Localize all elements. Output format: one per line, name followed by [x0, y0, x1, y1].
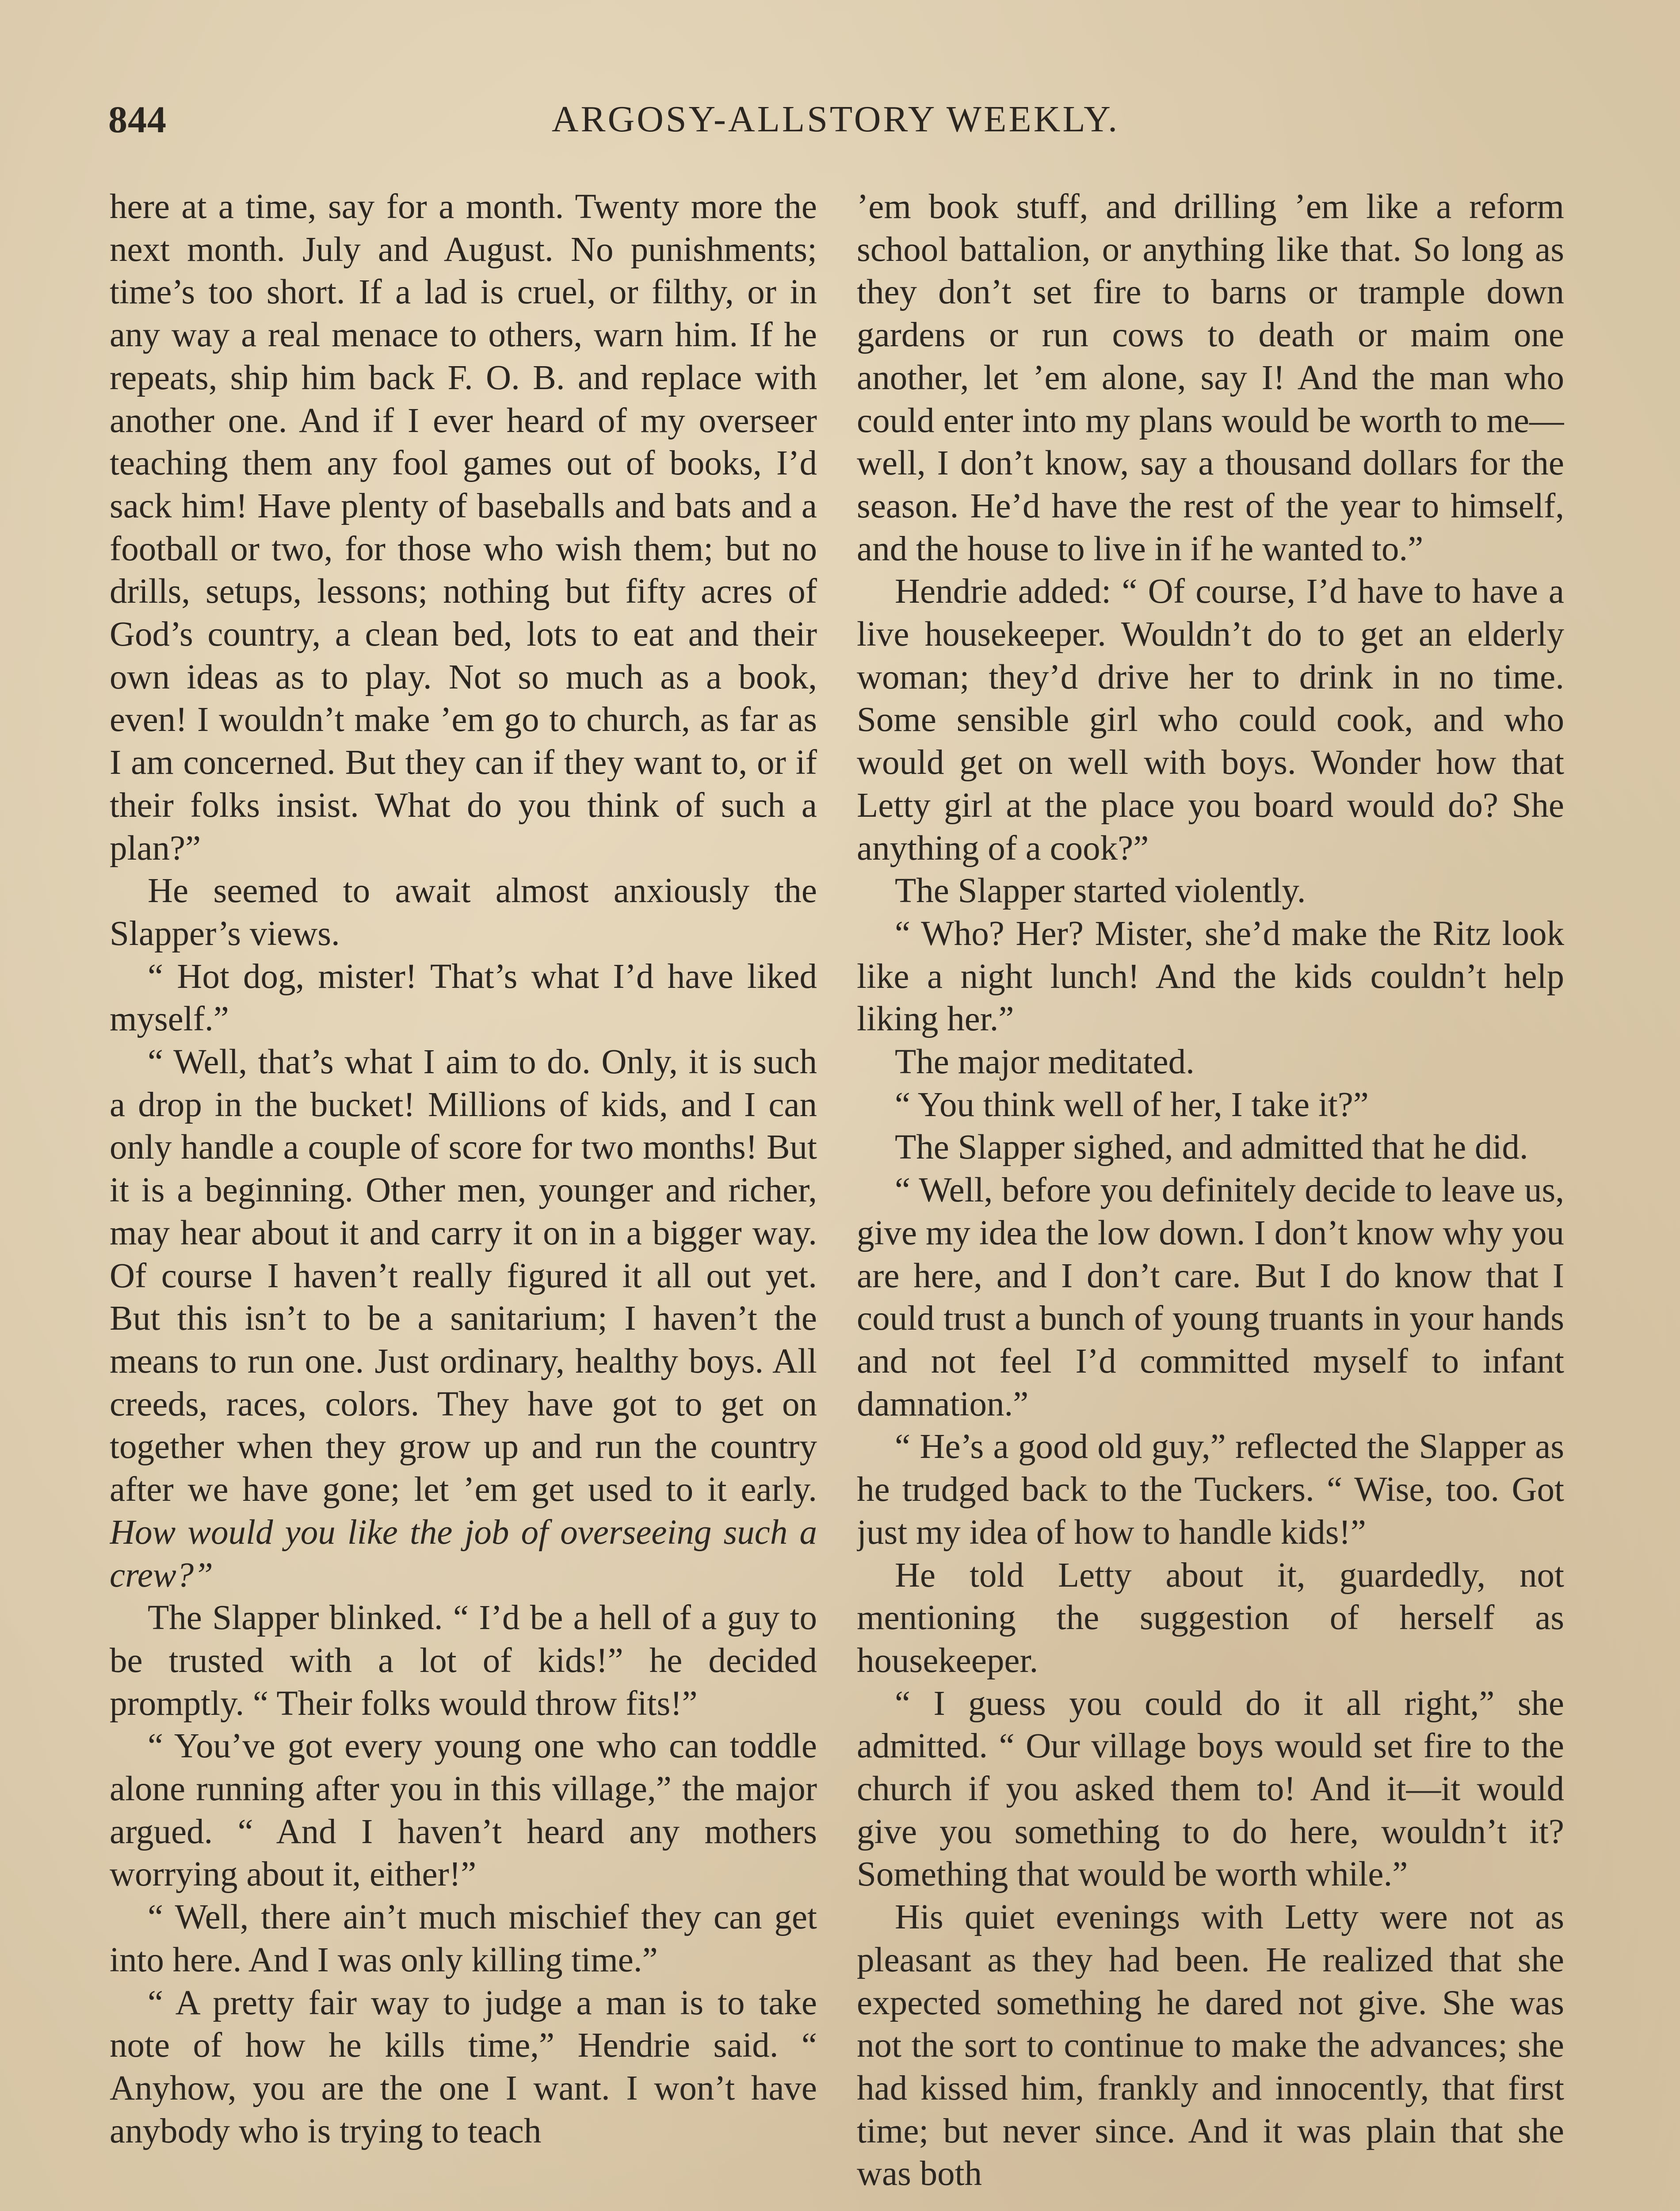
- paragraph-text: “ Well, before you definitely decide to leave us, give my idea the low down. I don’t know why you are here, and I don’t care. But I do know that I could trust a bunch of young truants in your hands and not feel I’d committed myself to infant damnation.”: [857, 1171, 1564, 1423]
- paragraph-text: The major meditated.: [895, 1043, 1195, 1082]
- page-header: [108, 93, 1563, 146]
- paragraph: [857, 1084, 1564, 1127]
- paragraph: [110, 870, 817, 955]
- right-column: [857, 186, 1564, 2211]
- paragraph-text: “ He’s a good old guy,” reflected the Slapper as he trudged back to the Tuckers. “ Wise, too. Got just my idea of how to handle kids!”: [857, 1427, 1564, 1552]
- paragraph: [857, 570, 1564, 870]
- paragraph-text: The Slapper started violently.: [895, 872, 1306, 910]
- paragraph: [857, 186, 1564, 570]
- paragraph-text: here at a time, say for a month. Twenty more the next month. July and August. No punishments; time’s too short. If a lad is cruel, or filthy, or in any way a real menace to others, warn him. If he repeats, ship him back F. O. B. and replace with another one. And if I ever heard of my overseer teaching them any fool games out of books, I’d sack him! Have plenty of baseballs and bats and a football or two, for those who wish them; but no drills, setups, lessons; nothing but fifty acres of God’s country, a clean bed, lots to eat and their own ideas as to play. Not so much as a book, even! I wouldn’t make ’em go to church, as far as I am concerned. But they can if they want to, or if their folks insist. What do you think of such a plan?”: [110, 187, 817, 868]
- paragraph-text: The Slapper sighed, and admitted that he did.: [895, 1128, 1528, 1167]
- paragraph: [110, 186, 817, 870]
- paragraph: [857, 1896, 1564, 2196]
- paragraph-text: He seemed to await almost anxiously the Slapper’s views.: [110, 872, 817, 953]
- paragraph-text: “ You think well of her, I take it?”: [895, 1085, 1369, 1124]
- paragraph: [110, 1896, 817, 1981]
- paragraph: [110, 1725, 817, 1896]
- left-column: [110, 186, 817, 2211]
- paragraph: [857, 1683, 1564, 1897]
- paragraph-text: Hendrie added: “ Of course, I’d have to have a live housekeeper. Wouldn’t do to get an elderly woman; they’d drive her to drink in no time. Some sensible girl who could cook, and who would get on well with boys. Wonder how that Letty girl at the place you board would do? She anything of a cook?”: [857, 572, 1564, 868]
- paragraph: [857, 1554, 1564, 1683]
- paragraph-text: “ Hot dog, mister! That’s what I’d have liked myself.”: [110, 957, 817, 1039]
- paragraph-text: “ Well, there ain’t much mischief they can get into here. And I was only killing time.”: [110, 1898, 817, 1979]
- paragraph-text: His quiet evenings with Letty were not as pleasant as they had been. He realized that she expected something he dared not give. She was not the sort to continue to make the advances; she had kissed him, frankly and innocently, that first time; but never since. And it was plain that she was both: [857, 1898, 1564, 2193]
- paragraph: [110, 956, 817, 1041]
- paragraph: [110, 1597, 817, 1725]
- paragraph-text: “ Who? Her? Mister, she’d make the Ritz look like a night lunch! And the kids couldn’t help liking her.”: [857, 914, 1564, 1039]
- paragraph: [857, 1169, 1564, 1426]
- paragraph: [857, 1126, 1564, 1169]
- paragraph: [857, 913, 1564, 1041]
- running-head: ARGOSY-ALLSTORY WEEKLY.: [551, 99, 1120, 140]
- paragraph-text: He told Letty about it, guardedly, not mentioning the suggestion of herself as housekeeper.: [857, 1556, 1564, 1680]
- paragraph-text: “ Well, that’s what I aim to do. Only, it is such a drop in the bucket! Millions of kids, and I can only handle a couple of score for two months! But it is a beginning. Other men, younger and richer, may hear about it and carry it on in a bigger way. Of course I haven’t really figured it all out yet. But this isn’t to be a sanitarium; I haven’t the means to run one. Just ordinary, healthy boys. All creeds, races, colors. They have got to get on together when they grow up and run the country after we have gone; let ’em get used to it early.: [110, 1043, 817, 1509]
- italic-text: How would you like the job of overseeing such a crew?”: [110, 1513, 817, 1595]
- paragraph: [110, 1041, 817, 1597]
- page-number: 844: [108, 98, 167, 141]
- paragraph-text: ’em book stuff, and drilling ’em like a reform school battalion, or anything like that. So long as they don’t set fire to barns or trample down gardens or run cows to death or maim one another, let ’em alone, say I! And the man who could enter into my plans would be worth to me—well, I don’t know, say a thousand dollars for the season. He’d have the rest of the year to himself, and the house to live in if he wanted to.”: [857, 187, 1564, 568]
- paragraph: [857, 870, 1564, 913]
- paragraph-text: “ You’ve got every young one who can toddle alone running after you in this village,” the major argued. “ And I haven’t heard any mothers worrying about it, either!”: [110, 1727, 817, 1894]
- paragraph: [110, 1982, 817, 2153]
- paragraph: [857, 1426, 1564, 1554]
- paragraph-text: The Slapper blinked. “ I’d be a hell of a guy to be trusted with a lot of kids!” he decided promptly. “ Their folks would throw fits!”: [110, 1599, 817, 1723]
- paragraph-text: “ A pretty fair way to judge a man is to take note of how he kills time,” Hendrie said. “ Anyhow, you are the one I want. I won’t have anybody who is trying to teach: [110, 1983, 817, 2150]
- paragraph-text: “ I guess you could do it all right,” she admitted. “ Our village boys would set fire to the church if you asked them to! And it—it would give you something to do here, wouldn’t it? Something that would be worth while.”: [857, 1684, 1564, 1894]
- paragraph: [857, 1041, 1564, 1084]
